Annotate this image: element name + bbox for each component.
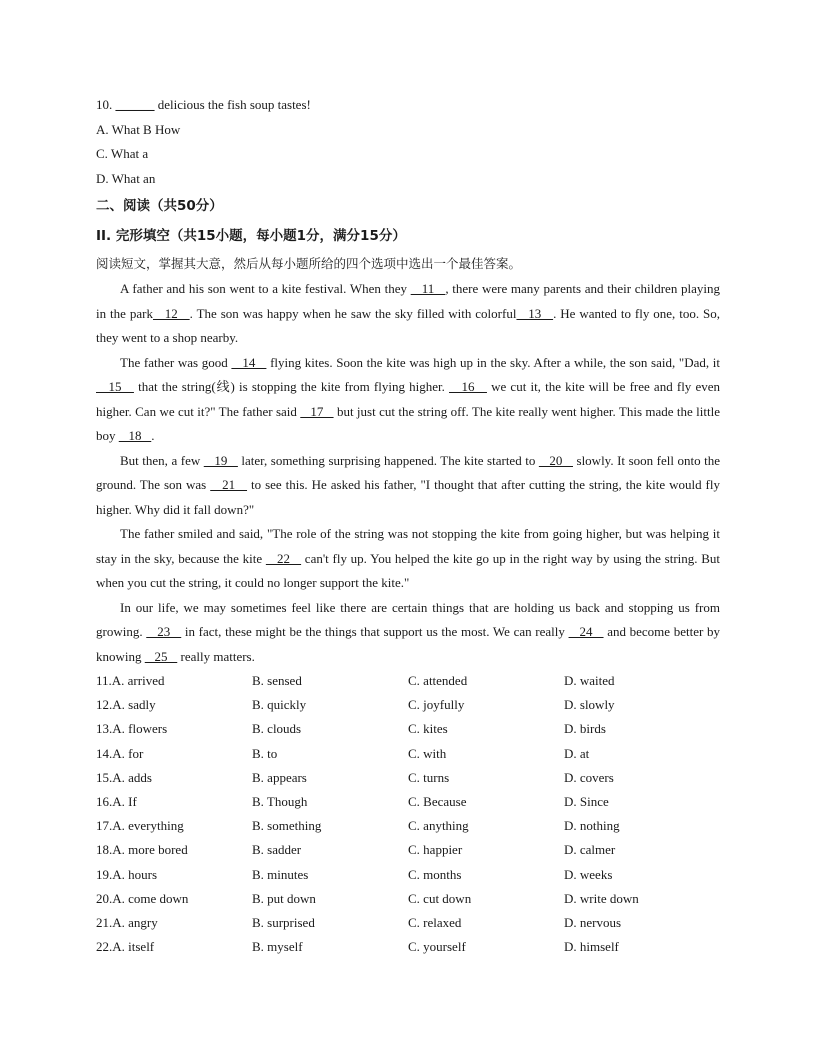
- option-a: 18.A. more bored: [96, 842, 188, 858]
- blank-20: 20: [538, 452, 573, 468]
- question-10-stem: [96, 93, 720, 118]
- passage-text: in fact, these might be the things that support us the most. We can really: [181, 624, 569, 639]
- blank-17: 17: [300, 403, 334, 419]
- options-row-17: [96, 814, 720, 838]
- option-c: C. cut down: [408, 890, 472, 906]
- section-heading-reading: 二、阅读（共50分）: [96, 198, 223, 214]
- blank-22: 22: [265, 550, 302, 566]
- option-a: 16.A. If: [96, 793, 137, 809]
- passage-text: we cut it, the kite will be free and fly even higher. Can we cut it?" The father said: [96, 379, 720, 419]
- option-b: B. sensed: [252, 673, 302, 688]
- option-a: 13.A. flowers: [96, 721, 168, 737]
- passage-text: slowly. It soon fell onto the ground. The son was: [96, 452, 721, 492]
- passage-text: A father and his son went to a kite festival. When they: [120, 281, 411, 296]
- option-c: C. What a: [96, 146, 149, 161]
- blank-21: 21: [210, 477, 248, 492]
- option-b: B. surprised: [252, 914, 315, 930]
- passage-paragraph-4: [96, 522, 720, 596]
- options-row-12: [96, 693, 720, 717]
- option-b: B. quickly: [252, 697, 307, 713]
- option-b: B. sadder: [252, 842, 302, 858]
- passage-text: later, something surprising happened. The kite started to: [237, 452, 539, 468]
- options-row-15: [96, 766, 720, 790]
- option-c: C. turns: [408, 769, 450, 785]
- passage-text: and become better by knowing: [96, 624, 720, 664]
- document-page: [96, 93, 720, 959]
- option-c: C. relaxed: [408, 914, 462, 930]
- option-a: 17.A. everything: [96, 818, 184, 834]
- passage-text: that the string(线) is stopping the kite from flying higher.: [133, 379, 450, 394]
- options-row-18: [96, 838, 720, 862]
- option-d: D. nervous: [564, 914, 622, 930]
- options-row-22: [96, 935, 720, 959]
- option-b: B. to: [252, 745, 278, 761]
- option-c: C. joyfully: [408, 697, 465, 713]
- blank-23: 23: [146, 624, 182, 639]
- option-ab: A. What B How: [96, 121, 181, 137]
- option-d: D. covers: [564, 769, 614, 785]
- passage-paragraph-5: [96, 596, 720, 670]
- option-b: B. Though: [252, 793, 308, 809]
- passage-paragraph-2: [96, 351, 720, 449]
- option-d: D. calmer: [564, 842, 616, 858]
- blank-13: 13: [516, 305, 554, 321]
- blank-16: 16: [449, 379, 487, 394]
- blank-18: 18: [118, 428, 152, 443]
- option-c: C. kites: [408, 721, 448, 737]
- blank-24: 24: [568, 624, 604, 639]
- instruction-text: 阅读短文，掌握其大意，然后从每小题所给的四个选项中选出一个最佳答案。: [96, 256, 522, 271]
- option-d: D. Since: [564, 793, 609, 809]
- option-d: D. himself: [564, 939, 619, 955]
- option-d: D. weeks: [564, 866, 613, 882]
- question-number: 10.: [96, 97, 113, 112]
- option-c: C. yourself: [408, 939, 466, 955]
- options-table: [96, 669, 720, 959]
- section-heading-cloze: II. 完形填空（共15小题，每小题1分，满分15分）: [96, 228, 406, 244]
- option-a: 21.A. angry: [96, 914, 158, 930]
- option-c: C. months: [408, 866, 462, 882]
- passage-text: really matters.: [177, 648, 255, 664]
- options-row-19: [96, 863, 720, 887]
- passage-text: . He wanted to fly one, too. So, they went to a shop nearby.: [96, 305, 721, 345]
- options-row-13: [96, 717, 720, 741]
- option-c: C. Because: [408, 793, 467, 809]
- blank-25: 25: [144, 648, 178, 664]
- options-row-20: [96, 887, 720, 911]
- passage-text: . The son was happy when he saw the sky filled with colorful: [189, 305, 517, 321]
- option-d: D. nothing: [564, 818, 620, 834]
- blank-12: 12: [152, 305, 190, 321]
- passage-text: but just cut the string off. The kite really went higher. This made the little boy: [96, 403, 720, 443]
- option-a: 15.A. adds: [96, 769, 152, 785]
- blank-11: 11: [410, 281, 446, 296]
- passage-text: , there were many parents and their children playing in the park: [96, 281, 721, 321]
- option-c: C. attended: [408, 673, 468, 688]
- passage-paragraph-1: [96, 277, 720, 351]
- passage-text: The father smiled and said, "The role of the string was not stopping the kite from going higher, but was helping it stay in the sky, because the kite: [96, 526, 720, 566]
- passage-text: .: [151, 428, 155, 443]
- option-d: D. waited: [564, 673, 615, 688]
- option-a: 12.A. sadly: [96, 697, 156, 713]
- option-d: D. What an: [96, 170, 156, 186]
- option-c: C. with: [408, 745, 447, 761]
- option-a: 20.A. come down: [96, 890, 189, 906]
- blank-19: 19: [203, 452, 238, 468]
- options-row-11: [96, 669, 720, 693]
- option-d: D. slowly: [564, 697, 615, 713]
- option-b: B. put down: [252, 890, 316, 906]
- option-d: D. birds: [564, 721, 606, 737]
- blank-14: 14: [231, 354, 267, 370]
- option-c: C. happier: [408, 842, 463, 858]
- options-row-21: [96, 911, 720, 935]
- passage-text: The father was good: [120, 354, 232, 370]
- options-row-16: [96, 790, 720, 814]
- passage-text: flying kites. Soon the kite was high up in the sky. After a while, the son said, "Dad, it: [266, 354, 720, 370]
- option-b: B. something: [252, 818, 322, 834]
- passage-text: can't fly up. You helped the kite go up in the right way by using the string. But when you cut the string, it could no longer support the kite.": [96, 550, 721, 590]
- question-text: delicious the fish soup tastes!: [154, 97, 311, 112]
- passage-text: to see this. He asked his father, "I thought that after cutting the string, the kite would fly higher. Why did it fall down?": [96, 477, 720, 517]
- option-a: 19.A. hours: [96, 866, 158, 882]
- option-a: 14.A. for: [96, 745, 144, 761]
- blank-15: 15: [96, 379, 134, 394]
- option-b: B. clouds: [252, 721, 302, 737]
- option-c: C. anything: [408, 818, 469, 834]
- answer-blank: ______: [115, 97, 155, 112]
- option-b: B. myself: [252, 939, 303, 955]
- option-d: D. write down: [564, 890, 639, 906]
- option-a: 22.A. itself: [96, 939, 155, 955]
- option-b: B. minutes: [252, 866, 309, 882]
- option-d: D. at: [564, 745, 590, 761]
- passage-paragraph-3: [96, 449, 720, 523]
- options-row-14: [96, 742, 720, 766]
- passage-text: In our life, we may sometimes feel like there are certain things that are holding us back and stopping us from growing.: [96, 599, 720, 639]
- option-a: 11.A. arrived: [96, 673, 165, 688]
- passage-text: But then, a few: [120, 452, 204, 468]
- option-b: B. appears: [252, 769, 307, 785]
